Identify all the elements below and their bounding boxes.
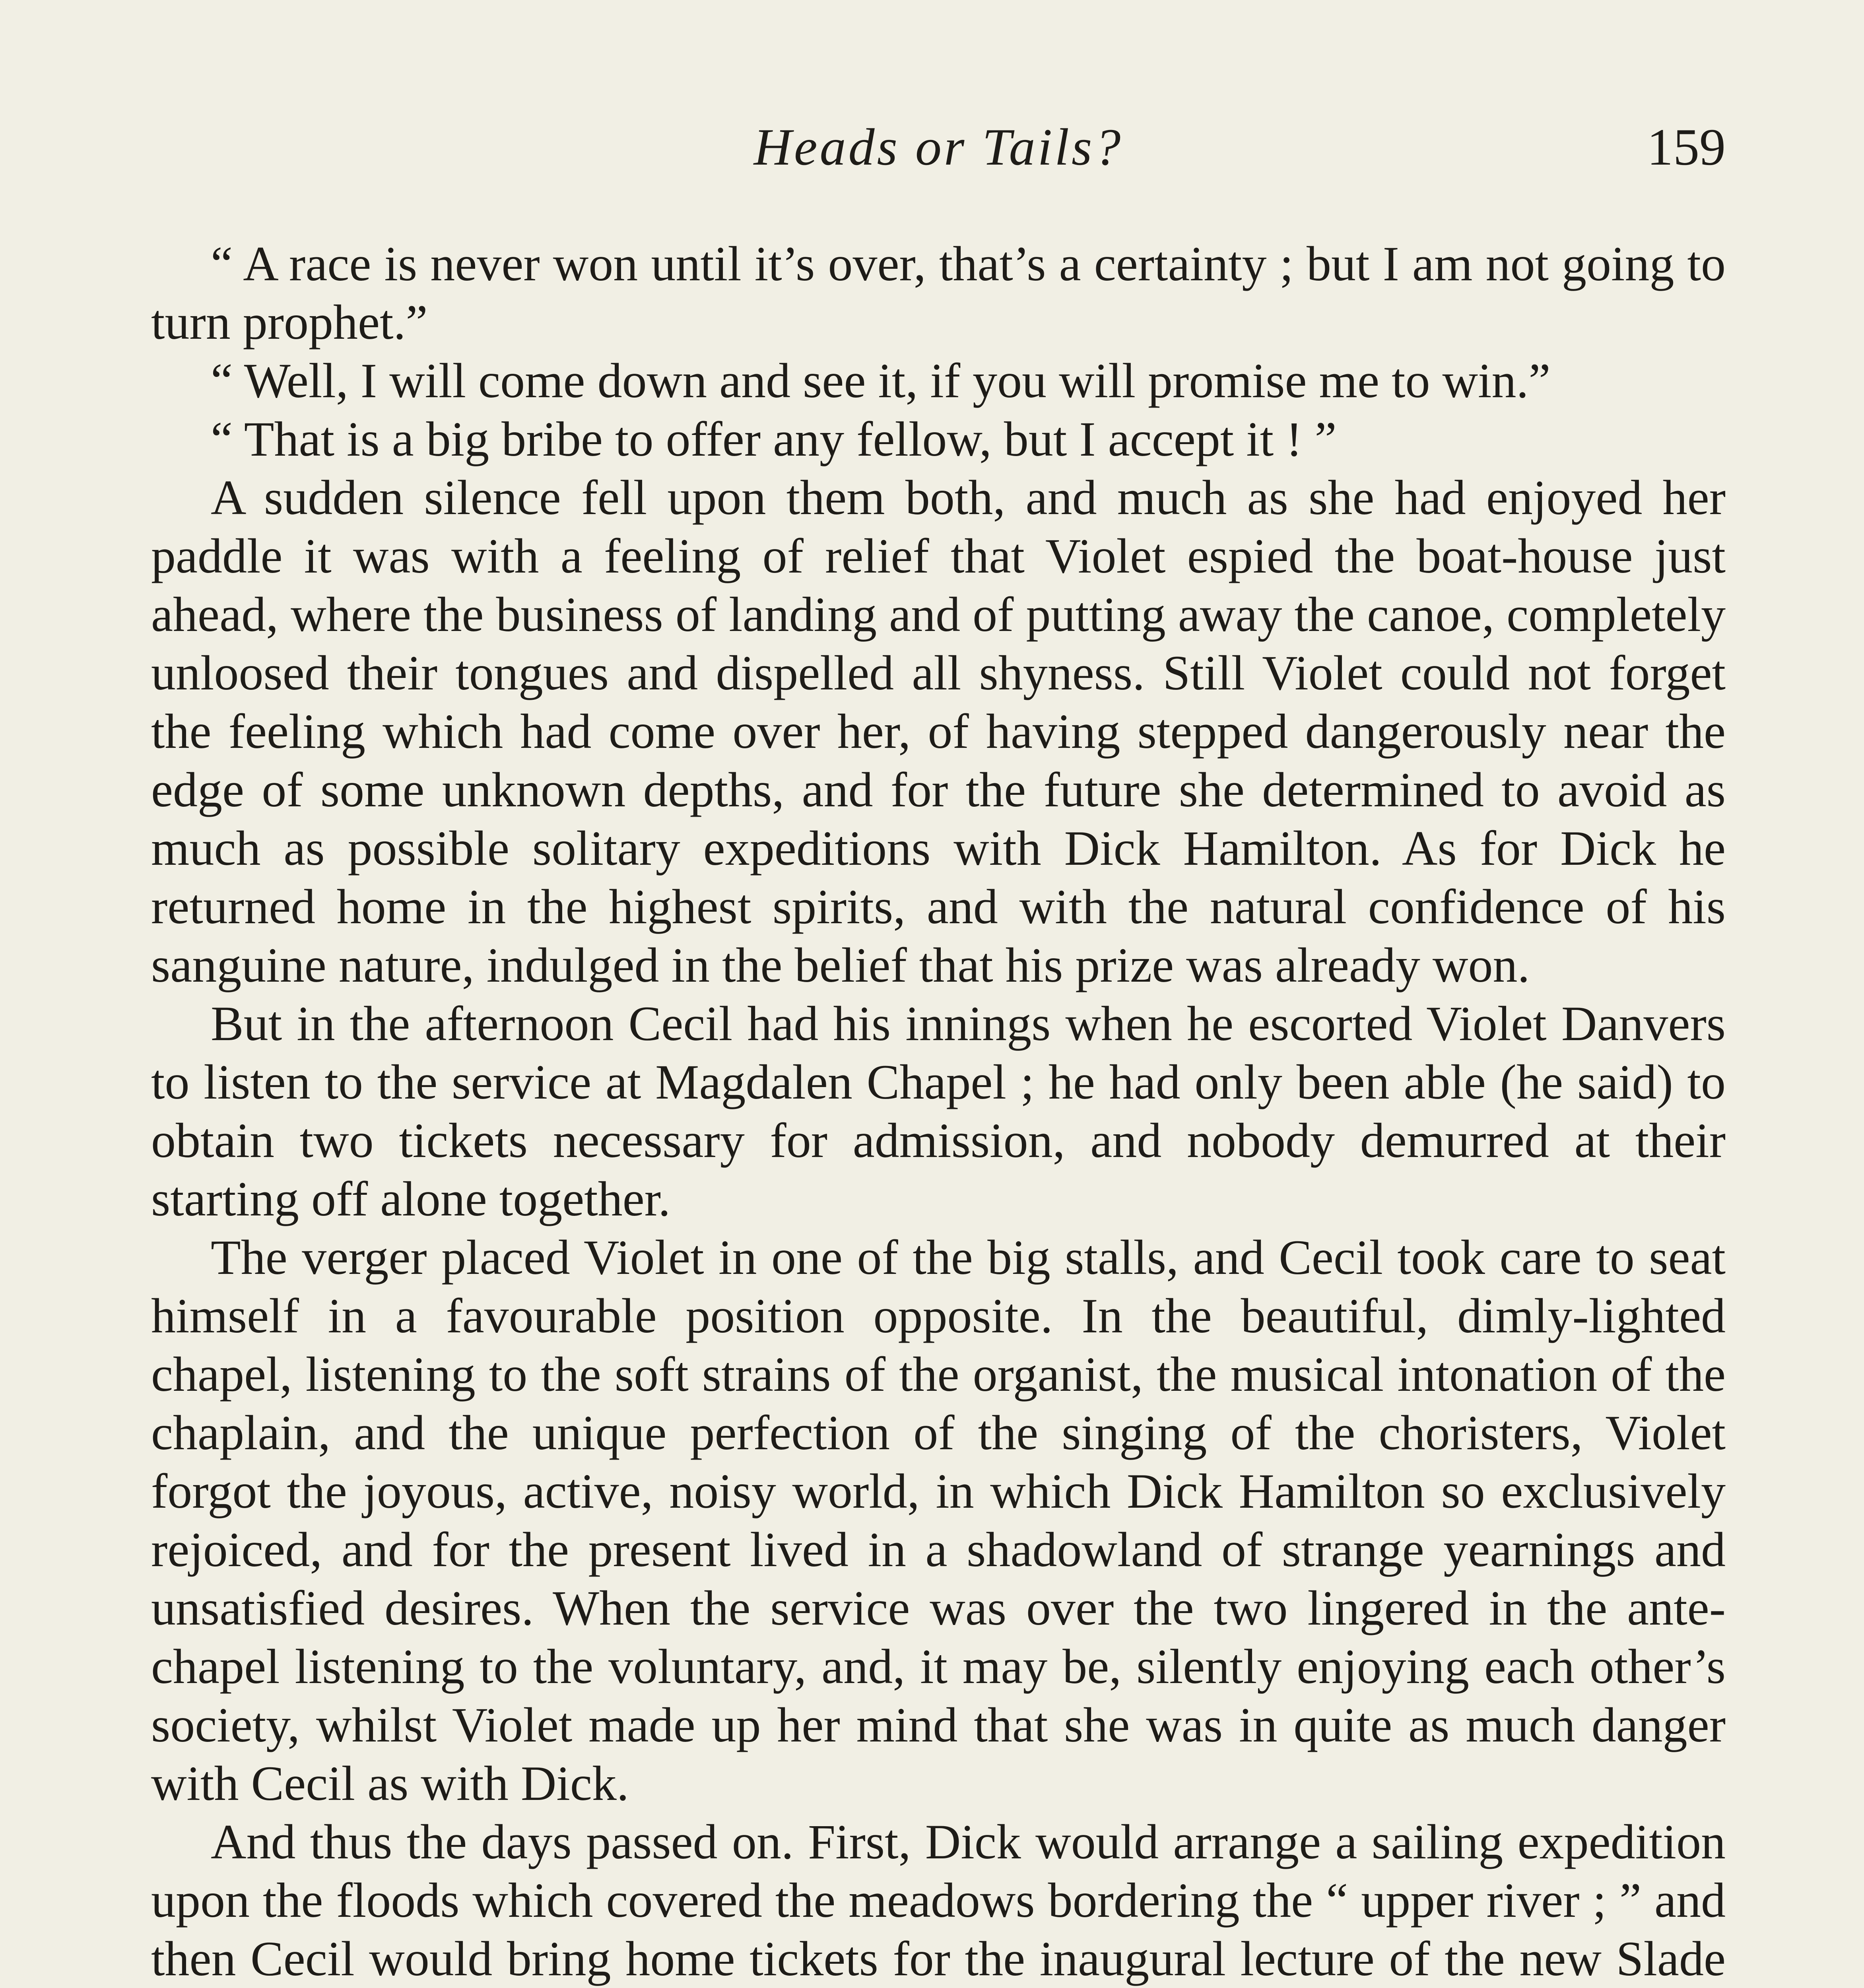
- paragraph: The verger placed Violet in one of the big stalls, and Cecil took care to seat himself in a favourable position opposite. In the beautiful, dimly-lighted chapel, listening to the soft strains of the organist, the musical intonation of the chaplain, and the unique perfection of the singing of the choristers, Violet forgot the joyous, active, noisy world, in which Dick Hamilton so exclusively rejoiced, and for the present lived in a shadowland of strange yearnings and unsatisfied desires. When the service was over the two lingered in the ante-chapel listening to the voluntary, and, it may be, silently enjoying each other’s society, whilst Violet made up her mind that she was in quite as much danger with Cecil as with Dick.: [151, 1230, 1726, 1811]
- paragraph: And thus the days passed on. First, Dick would arrange a sailing expedition upon the floods which covered the meadows bordering the “ upper river ; ” and then Cecil would bring home tickets for the inaugural lecture of the new Slade: [151, 1815, 1726, 1986]
- running-head: [151, 113, 1726, 181]
- paragraph: “ A race is never won until it’s over, that’s a certainty ; but I am not going to turn prophet.”: [151, 237, 1726, 349]
- running-title: Heads or Tails?: [753, 118, 1123, 176]
- page-number: 159: [1647, 118, 1726, 176]
- paragraph: “ That is a big bribe to offer any fellow, but I accept it ! ”: [211, 412, 1337, 466]
- paragraph: A sudden silence fell upon them both, and much as she had enjoyed her paddle it was with a feeling of relief that Violet espied the boat-house just ahead, where the business of landing and of putting away the canoe, completely unloosed their tongues and dispelled all shyness. Still Violet could not forget the feeling which had come over her, of having stepped dangerously near the edge of some unknown depths, and for the future she determined to avoid as much as possible solitary expeditions with Dick Hamilton. As for Dick he returned home in the highest spirits, and with the natural confidence of his sanguine nature, indulged in the belief that his prize was already won.: [151, 470, 1726, 992]
- paragraph: But in the afternoon Cecil had his innings when he escorted Violet Danvers to listen to the service at Magdalen Chapel ; he had only been able (he said) to obtain two tickets necessary for admission, and nobody demurred at their starting off alone together.: [151, 996, 1726, 1226]
- paragraph: “ Well, I will come down and see it, if you will promise me to win.”: [211, 353, 1551, 408]
- body-text: [151, 235, 1726, 1988]
